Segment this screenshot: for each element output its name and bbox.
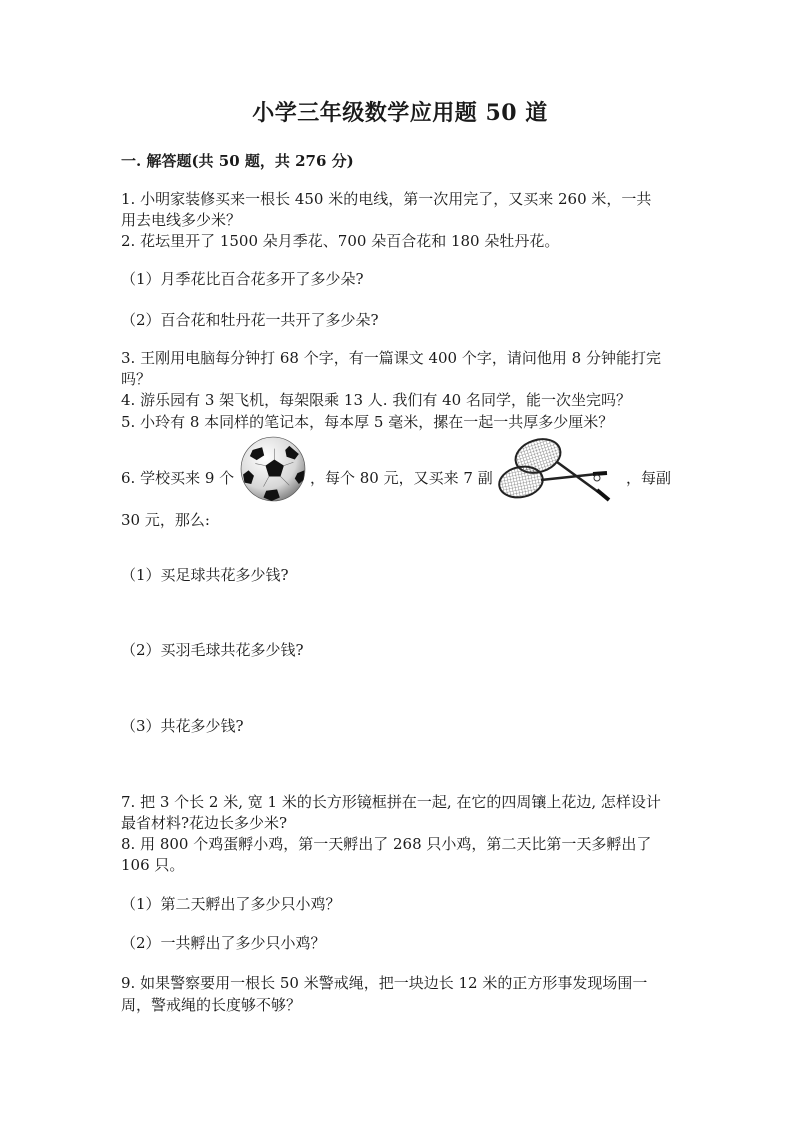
question-6-sub-3: （3）共花多少钱?	[121, 717, 244, 735]
question-6-line-2: 30 元，那么:	[121, 511, 210, 529]
question-2: 2. 花坛里开了 1500 朵月季花、700 朵百合花和 180 朵牡丹花。	[121, 232, 560, 250]
question-2-sub-1: （1）月季花比百合花多开了多少朵?	[121, 270, 364, 288]
question-1-line-1: 1. 小明家装修买来一根长 450 米的电线，第一次用完了，又买来 260 米，一共	[121, 190, 652, 208]
question-8-sub-1: （1）第二天孵出了多少只小鸡？	[121, 895, 341, 913]
question-9-line-2: 周，警戒绳的长度够不够？	[121, 996, 302, 1014]
section-heading: 一. 解答题(共 50 题，共 276 分)	[121, 152, 354, 170]
page-title: 小学三年级数学应用题 50 道	[252, 100, 548, 126]
question-8-sub-2: （2）一共孵出了多少只小鸡？	[121, 934, 326, 952]
question-3-line-2: 吗？	[121, 370, 152, 388]
question-7-line-1: 7. 把 3 个长 2 米, 宽 1 米的长方形镜框拼在一起, 在它的四周镶上花边, 怎样设计	[121, 793, 661, 811]
question-6-part-2: ，每个 80 元，又买来 7 副	[310, 469, 493, 487]
question-6-sub-2: （2）买羽毛球共花多少钱?	[121, 641, 304, 659]
question-6-part-1: 6. 学校买来 9 个	[121, 469, 235, 487]
question-8-line-2: 106 只。	[121, 856, 185, 874]
question-4: 4. 游乐园有 3 架飞机，每架限乘 13 人. 我们有 40 名同学，能一次坐完吗？	[121, 391, 631, 409]
question-6-sub-1: （1）买足球共花多少钱?	[121, 566, 289, 584]
question-5: 5. 小玲有 8 本同样的笔记本，每本厚 5 毫米，摞在一起一共厚多少厘米？	[121, 413, 614, 431]
question-3-line-1: 3. 王刚用电脑每分钟打 68 个字，有一篇课文 400 个字，请问他用 8 分钟能打完	[121, 349, 661, 367]
badminton-rackets-icon	[493, 432, 615, 504]
question-9-line-1: 9. 如果警察要用一根长 50 米警戒绳，把一块边长 12 米的正方形事发现场围一	[121, 974, 648, 992]
question-6-part-3: ，每副	[626, 469, 672, 487]
question-8-line-1: 8. 用 800 个鸡蛋孵小鸡，第一天孵出了 268 只小鸡，第二天比第一天多孵出了	[121, 835, 652, 853]
question-7-line-2: 最省材料?花边长多少米?	[121, 814, 288, 832]
question-2-sub-2: （2）百合花和牡丹花一共开了多少朵?	[121, 311, 379, 329]
soccer-ball-icon	[239, 435, 307, 503]
question-1-line-2: 用去电线多少米？	[121, 211, 242, 229]
